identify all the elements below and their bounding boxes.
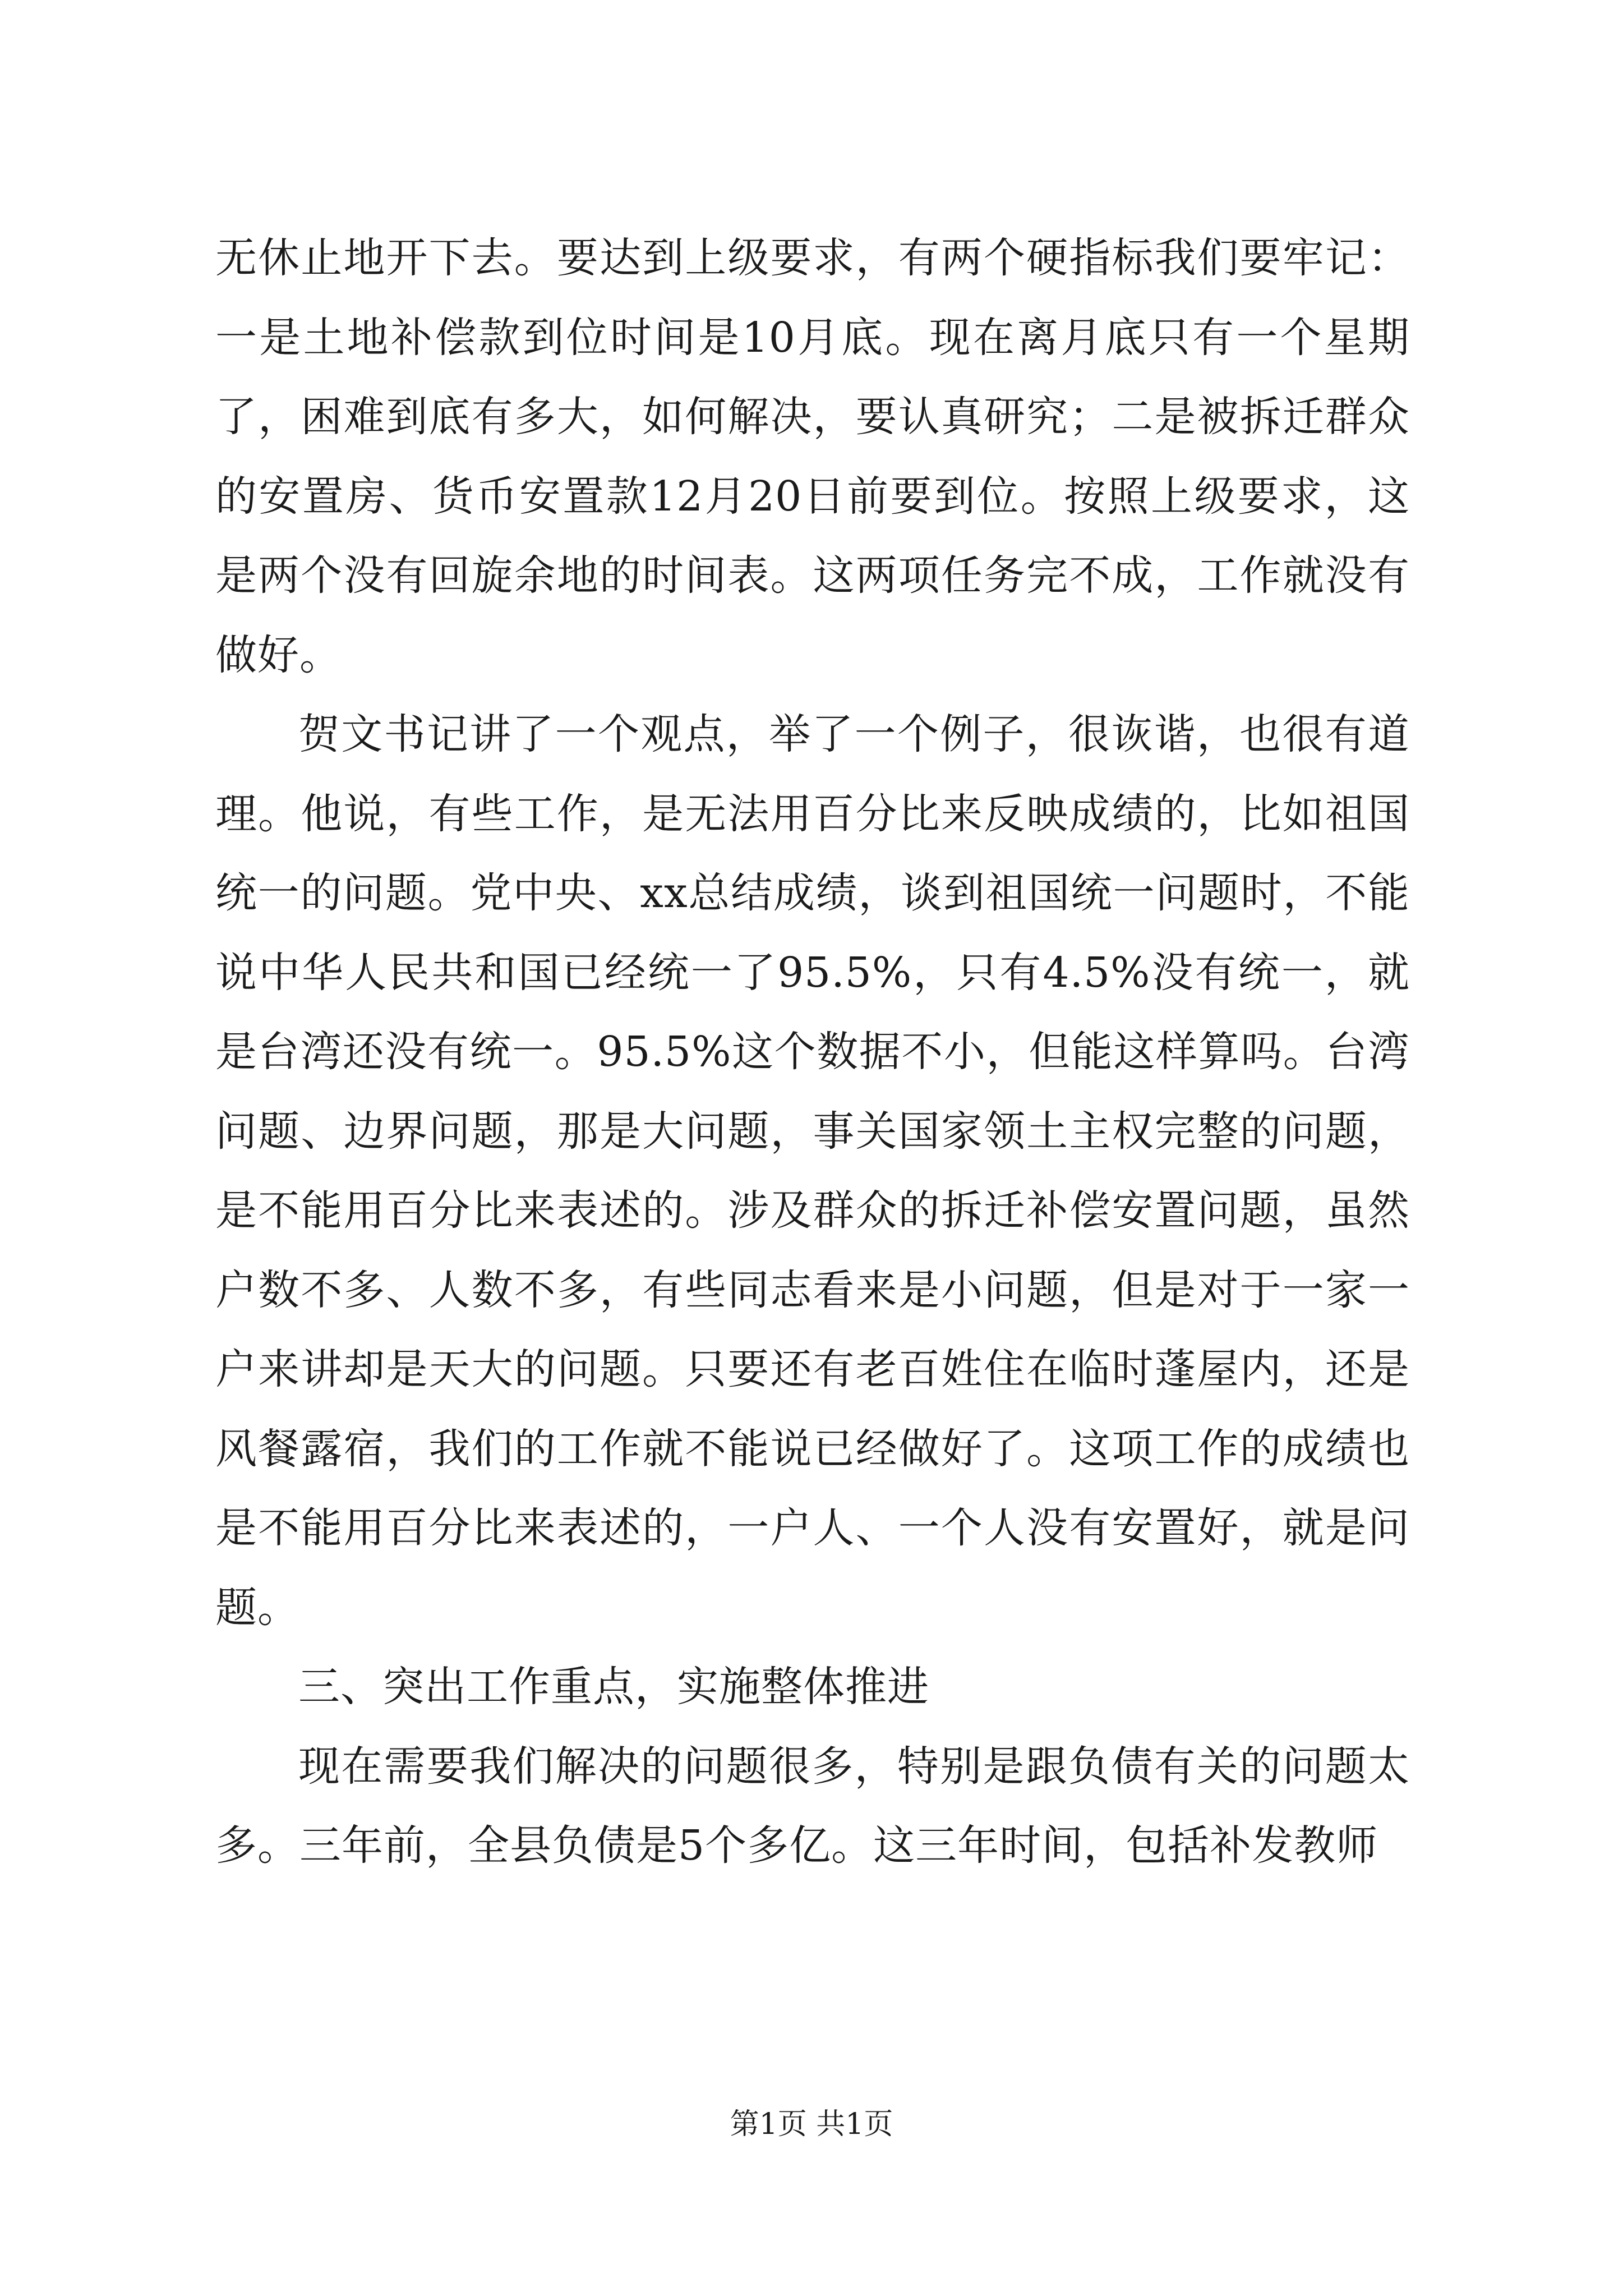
section-heading: 三、突出工作重点，实施整体推进	[298, 1663, 929, 1711]
page-footer: 第1页 共1页	[730, 2108, 893, 2141]
paragraph-1: 无休止地开下去。要达到上级要求，有两个硬指标我们要牢记：一是土地补偿款到位时间是10月底。现在离月底只有一个星期了，困难到底有多大，如何解决，要认真研究；二是被拆迁群众的安置房、货币安置款12月20日前要到位。按照上级要求，这是两个没有回旋余地的时间表。这两项任务完不成，工作就没有做好。	[215, 234, 1410, 679]
paragraph-2: 贺文书记讲了一个观点，举了一个例子，很诙谐，也很有道理。他说，有些工作，是无法用百分比来反映成绩的，比如祖国统一的问题。党中央、xx总结成绩，谈到祖国统一问题时，不能说中华人民共和国已经统一了95.5%，只有4.5%没有统一，就是台湾还没有统一。95.5%这个数据不小，但能这样算吗。台湾问题、边界问题，那是大问题，事关国家领土主权完整的问题，是不能用百分比来表述的。涉及群众的拆迁补偿安置问题，虽然户数不多、人数不多，有些同志看来是小问题，但是对于一家一户来讲却是天大的问题。只要还有老百姓住在临时蓬屋内，还是风餐露宿，我们的工作就不能说已经做好了。这项工作的成绩也是不能用百分比来表述的，一户人、一个人没有安置好，就是问题。	[215, 710, 1410, 1632]
document-body	[215, 219, 1410, 1886]
paragraph-3: 现在需要我们解决的问题很多，特别是跟负债有关的问题太多。三年前，全县负债是5个多亿。这三年时间，包括补发教师	[215, 1742, 1410, 1870]
